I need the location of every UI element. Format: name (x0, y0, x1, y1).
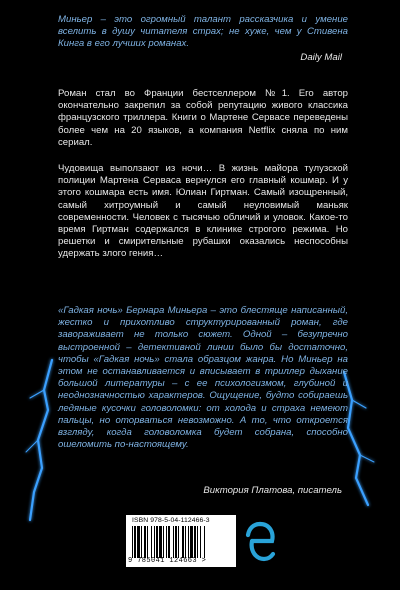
isbn-barcode (126, 515, 236, 567)
quote-daily-mail: Миньер – это огромный талант рассказчика и умение вселить в душу читателя страх; не хуже, чем у Стивена Кинга в его лучших романах. (58, 14, 348, 50)
eksmo-logo-icon (244, 521, 276, 565)
barcode-bars (132, 526, 230, 558)
barcode-digits: 9 785041 124663 > (128, 557, 207, 565)
isbn-number: ISBN 978-5-04-112466-3 (132, 517, 210, 524)
quote-source-platova: Виктория Платова, писатель (203, 485, 342, 496)
description-paragraph-1: Роман стал во Франции бестселлером №1. Его автор окончательно закрепил за собой репутацию живого классика французского триллера. Книги о Мартене Сервасе переведены более чем на 20 языков, а компания Netflix сняла по ним сериал. (58, 88, 348, 148)
quote-platova: «Гадкая ночь» Бернара Миньера – это блестяще написанный, жестко и прихотливо структурированный роман, где завораживает не только сюжет. Одной – безупречно выстроенной – детективной линии было бы достаточно, чтобы «Гадкая ночь» стала образцом жанра. Но Миньер на этом не останавливается и вписывает в триллер дыхание большой литературы – с ее психологизмом, глубиной и неоднозначностью характеров. Ощущение, будто собираешь ледяные кусочки головоломки: от холода и страха немеют пальцы, но оторваться невозможно. А то, что откроется взгляду, когда головоломка будет собрана, способно ошеломить по-настоящему. (58, 305, 348, 451)
description-paragraph-2: Чудовища выползают из ночи… В жизнь майора тулузской полиции Мартена Серваса вернулся его главный кошмар. И у этого кошмара есть имя. Юлиан Гиртман. Самый изощренный, самый хитроумный и самый неуловимый маньяк современности. Человек с тысячью обличий и уловок. Какое-то время Гиртман содержался в клинике строгого режима. Но решетки и смирительные рубашки оказались неспособны удержать злого гения… (58, 163, 348, 260)
quote-source-daily-mail: Daily Mail (300, 52, 342, 63)
